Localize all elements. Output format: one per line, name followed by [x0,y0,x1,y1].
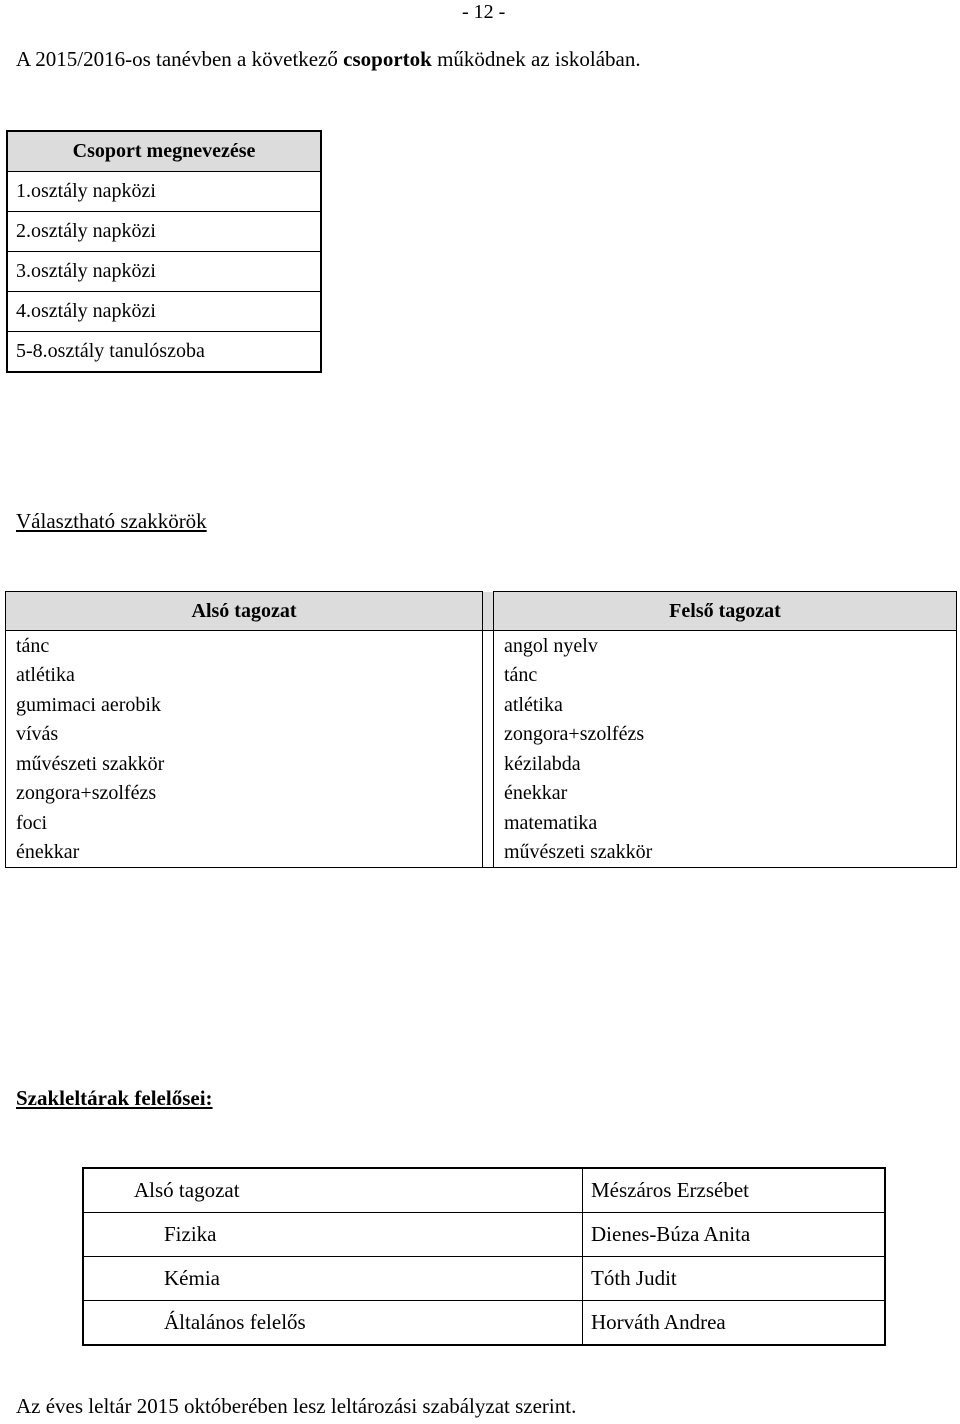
lower-club-cell: zongora+szolfézs [6,779,483,809]
group-cell: 5-8.osztály tanulószoba [7,332,321,373]
table-row [7,252,321,292]
column-gap [483,631,494,661]
upper-club-cell: tánc [494,661,957,691]
lab-person-cell: Dienes-Búza Anita [583,1213,886,1257]
footer-note: Az éves leltár 2015 októberében lesz leltározási szabályzat szerint. [16,1394,577,1418]
table-row [83,1257,885,1301]
lower-grade-header: Alsó tagozat [6,592,483,631]
clubs-table [5,591,957,868]
upper-club-cell: énekkar [494,779,957,809]
column-gap [483,720,494,750]
table-row [7,172,321,212]
column-gap [483,690,494,720]
groups-table [6,130,322,373]
lower-club-cell: vívás [6,720,483,750]
column-gap [483,592,494,631]
column-gap [483,808,494,838]
table-row [83,1213,885,1257]
group-cell: 2.osztály napközi [7,212,321,252]
table-row [6,631,957,661]
lab-area-cell: Kémia [83,1257,583,1301]
intro-text-bold: csoportok [343,47,432,71]
upper-club-cell: atlétika [494,690,957,720]
clubs-header-row [6,592,957,631]
lab-person-cell: Mészáros Erzsébet [583,1168,886,1213]
table-row [7,212,321,252]
table-row [6,749,957,779]
lower-club-cell: gumimaci aerobik [6,690,483,720]
intro-text-start: A 2015/2016-os tanévben a következő [16,47,344,71]
table-row [6,661,957,691]
lower-club-cell: tánc [6,631,483,661]
groups-header: Csoport megnevezése [7,131,321,172]
table-row [6,779,957,809]
column-gap [483,749,494,779]
upper-club-cell: angol nyelv [494,631,957,661]
table-row [83,1168,885,1213]
group-cell: 1.osztály napközi [7,172,321,212]
upper-club-cell: művészeti szakkör [494,838,957,868]
table-row [6,690,957,720]
lab-area-cell: Fizika [83,1213,583,1257]
lower-club-cell: művészeti szakkör [6,749,483,779]
intro-text-end: működnek az iskolában. [431,47,641,71]
upper-club-cell: zongora+szolfézs [494,720,957,750]
lower-club-cell: foci [6,808,483,838]
table-row [7,332,321,373]
column-gap [483,661,494,691]
lab-area-cell: Általános felelős [83,1301,583,1346]
labs-table [82,1167,886,1346]
group-cell: 3.osztály napközi [7,252,321,292]
lab-area-cell: Alsó tagozat [83,1168,583,1213]
table-row [6,838,957,868]
labs-heading: Szakleltárak felelősei: [16,1086,213,1110]
clubs-heading: Választható szakkörök [16,509,207,533]
table-row [7,292,321,332]
upper-club-cell: kézilabda [494,749,957,779]
column-gap [483,838,494,868]
groups-header-row [7,131,321,172]
upper-grade-header: Felső tagozat [494,592,957,631]
group-cell: 4.osztály napközi [7,292,321,332]
lower-club-cell: atlétika [6,661,483,691]
table-row [6,808,957,838]
column-gap [483,779,494,809]
intro-paragraph [16,46,641,72]
lower-club-cell: énekkar [6,838,483,868]
table-row [6,720,957,750]
lab-person-cell: Tóth Judit [583,1257,886,1301]
lab-person-cell: Horváth Andrea [583,1301,886,1346]
upper-club-cell: matematika [494,808,957,838]
page-number: - 12 - [462,1,506,23]
table-row [83,1301,885,1346]
